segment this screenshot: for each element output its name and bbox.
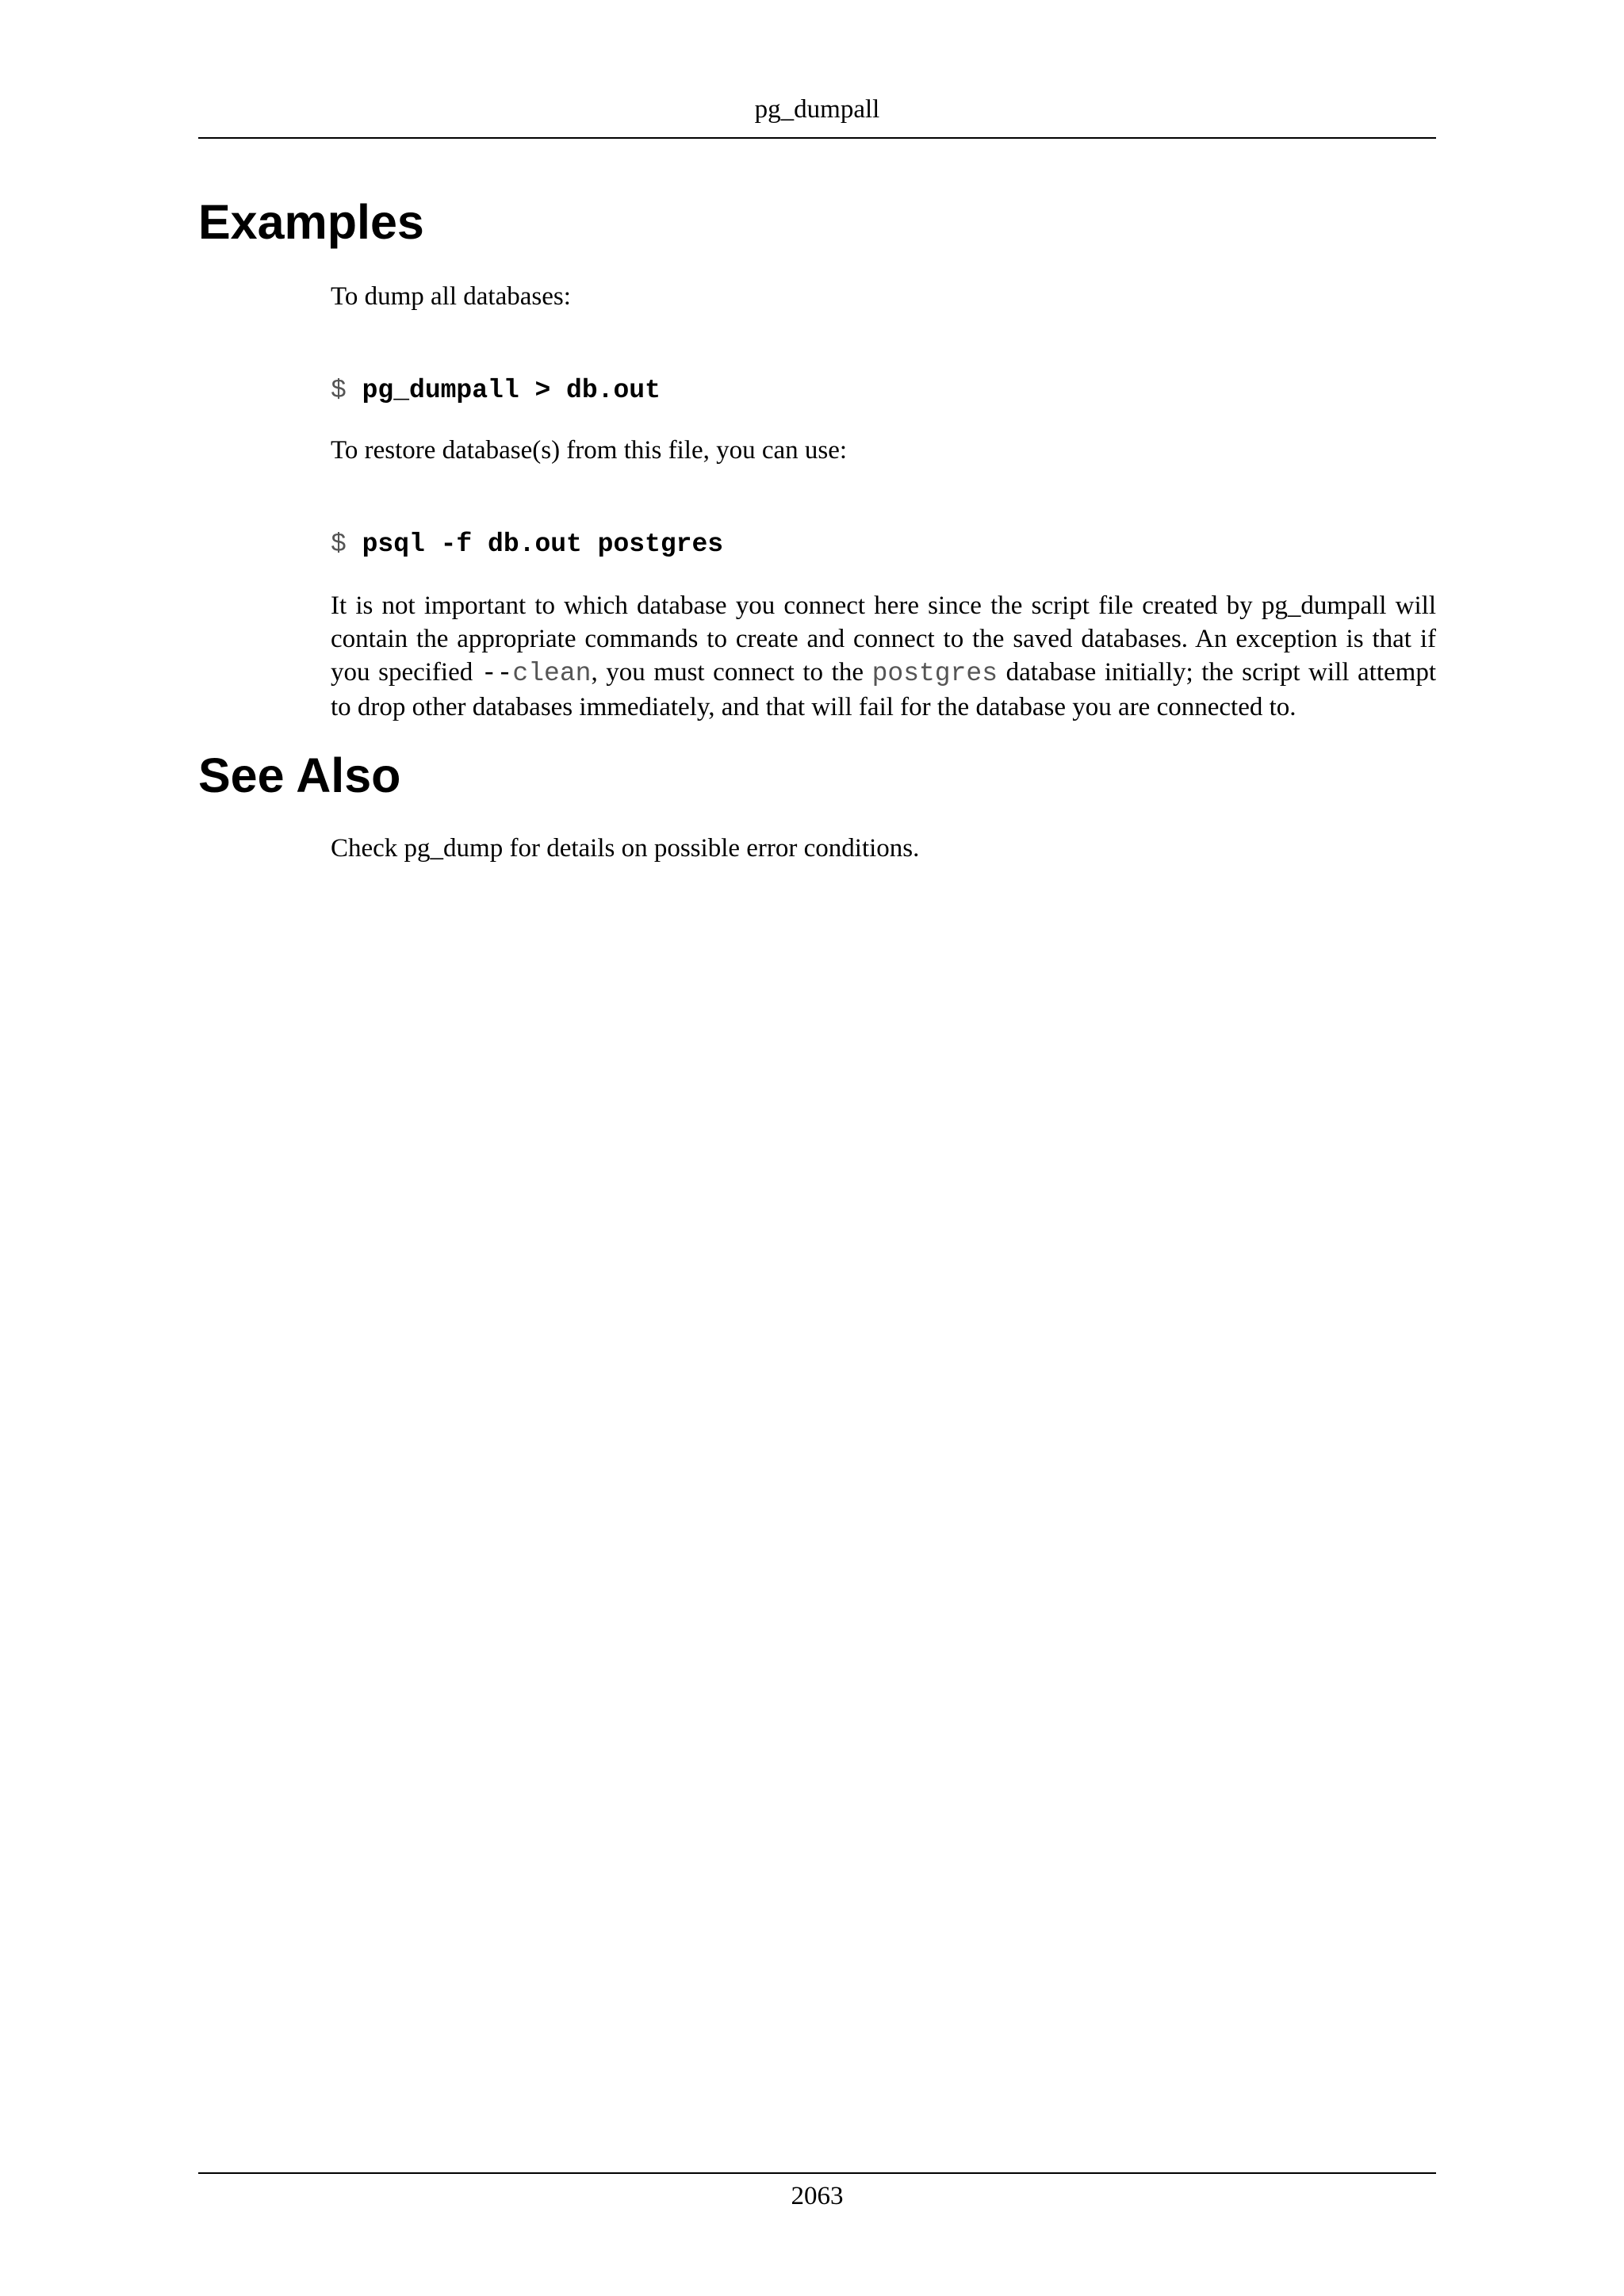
- intro-restore-text: To restore database(s) from this file, you can use:: [331, 436, 848, 465]
- see-also-heading: See Also: [198, 748, 401, 802]
- footer-rule: [198, 2172, 1436, 2174]
- note-text-1: It is not important to which database you connect here since the script file created by pg_dumpall will contain the appropriate commands to create and connect to the saved databases. An exception is that if you specified: [331, 591, 1436, 687]
- examples-heading: Examples: [198, 195, 424, 249]
- see-also-text: Check pg_dump for details on possible error conditions.: [331, 834, 920, 863]
- database-postgres: postgres: [871, 659, 998, 688]
- shell-prompt: $: [331, 376, 362, 405]
- option-clean: clean: [512, 659, 592, 688]
- dump-command: pg_dumpall > db.out: [362, 376, 661, 405]
- restore-note-paragraph: [331, 589, 1436, 724]
- option-dashes: --: [481, 659, 513, 688]
- shell-prompt: $: [331, 530, 362, 559]
- note-text-3: database initially; the script will attempt to drop other databases immediately, and that will fail for the database you are connected to.: [331, 658, 1436, 721]
- code-dump-line: [331, 374, 661, 408]
- code-restore-line: [331, 528, 723, 561]
- restore-command: psql -f db.out postgres: [362, 530, 724, 559]
- running-header-title: pg_dumpall: [754, 95, 880, 124]
- intro-dump-text: To dump all databases:: [331, 282, 571, 311]
- note-text-2: , you must connect to the: [591, 658, 872, 687]
- header-rule: [198, 137, 1436, 139]
- page-number: 2063: [791, 2182, 844, 2210]
